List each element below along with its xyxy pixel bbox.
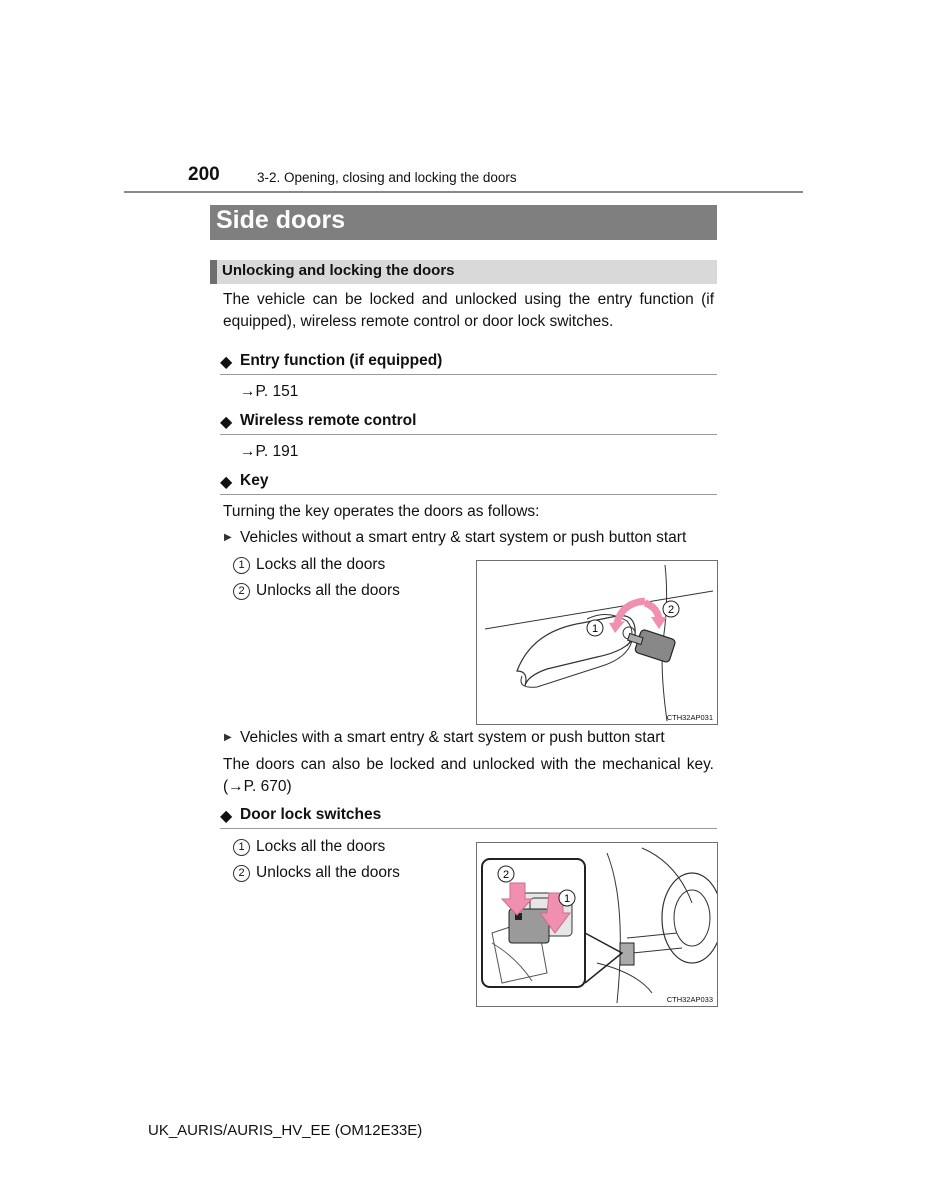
key-item-1 [233,556,385,574]
diamond-icon: ◆ [220,414,233,431]
door-lock-item-2-text: Unlocks all the doors [256,864,400,881]
key-item-2 [233,582,400,600]
mechanical-key-note: The doors can also be locked and unlocked with the mechanical key. (→P. 670) [223,756,714,795]
key-item-1-text: Locks all the doors [256,556,386,573]
wireless-heading [220,412,717,435]
intro-paragraph: The vehicle can be locked and unlocked using the entry function (if equipped), wireless remote control or door lock switches. [223,291,714,330]
circled-number: 2 [233,583,250,600]
footer-model-code: UK_AURIS/AURIS_HV_EE (OM12E33E) [148,1122,423,1139]
entry-function-heading-text: Entry function (if equipped) [240,352,443,369]
entry-function-ref[interactable]: →P. 151 [240,383,299,400]
svg-text:2: 2 [502,869,510,881]
page-number: 200 [188,164,220,185]
diamond-icon: ◆ [220,474,233,491]
key-door-handle-figure [476,560,718,725]
door-handle-illustration [477,561,717,724]
svg-text:1: 1 [563,893,571,905]
without-smart-text: Vehicles without a smart entry & start system or push button start [240,529,687,546]
page-title: Side doors [216,206,346,234]
subheading-accent [210,260,217,284]
svg-text:2: 2 [667,604,675,616]
door-lock-item-2 [233,864,400,882]
diamond-icon: ◆ [220,808,233,825]
key-intro: Turning the key operates the doors as follows: [223,503,540,520]
section-title: 3-2. Opening, closing and locking the doors [257,170,517,185]
circled-number: 1 [233,839,250,856]
wireless-heading-text: Wireless remote control [240,412,417,429]
subheading: Unlocking and locking the doors [222,262,455,279]
subheading-bar [210,260,717,284]
diamond-icon: ◆ [220,354,233,371]
triangle-icon: ▶ [224,732,232,743]
door-lock-item-1 [233,838,385,856]
key-item-2-text: Unlocks all the doors [256,582,400,599]
door-lock-heading-text: Door lock switches [240,806,382,823]
circled-number: 2 [233,865,250,882]
page-title-bar [210,205,717,240]
svg-text:1: 1 [591,623,599,635]
header-rule [124,191,803,193]
figure-code: CTH32AP033 [666,995,713,1004]
door-lock-switch-figure [476,842,718,1007]
with-smart-text: Vehicles with a smart entry & start system or push button start [240,729,665,746]
without-smart-line [224,529,686,547]
door-lock-item-1-text: Locks all the doors [256,838,386,855]
key-heading-text: Key [240,472,269,489]
with-smart-line [224,729,665,747]
wireless-ref[interactable]: →P. 191 [240,443,299,460]
circled-number: 1 [233,557,250,574]
door-lock-heading [220,806,717,829]
triangle-icon: ▶ [224,532,232,543]
key-heading [220,472,717,495]
entry-function-heading [220,352,717,375]
figure-code: CTH32AP031 [666,713,713,722]
door-lock-switch-illustration [477,843,717,1006]
